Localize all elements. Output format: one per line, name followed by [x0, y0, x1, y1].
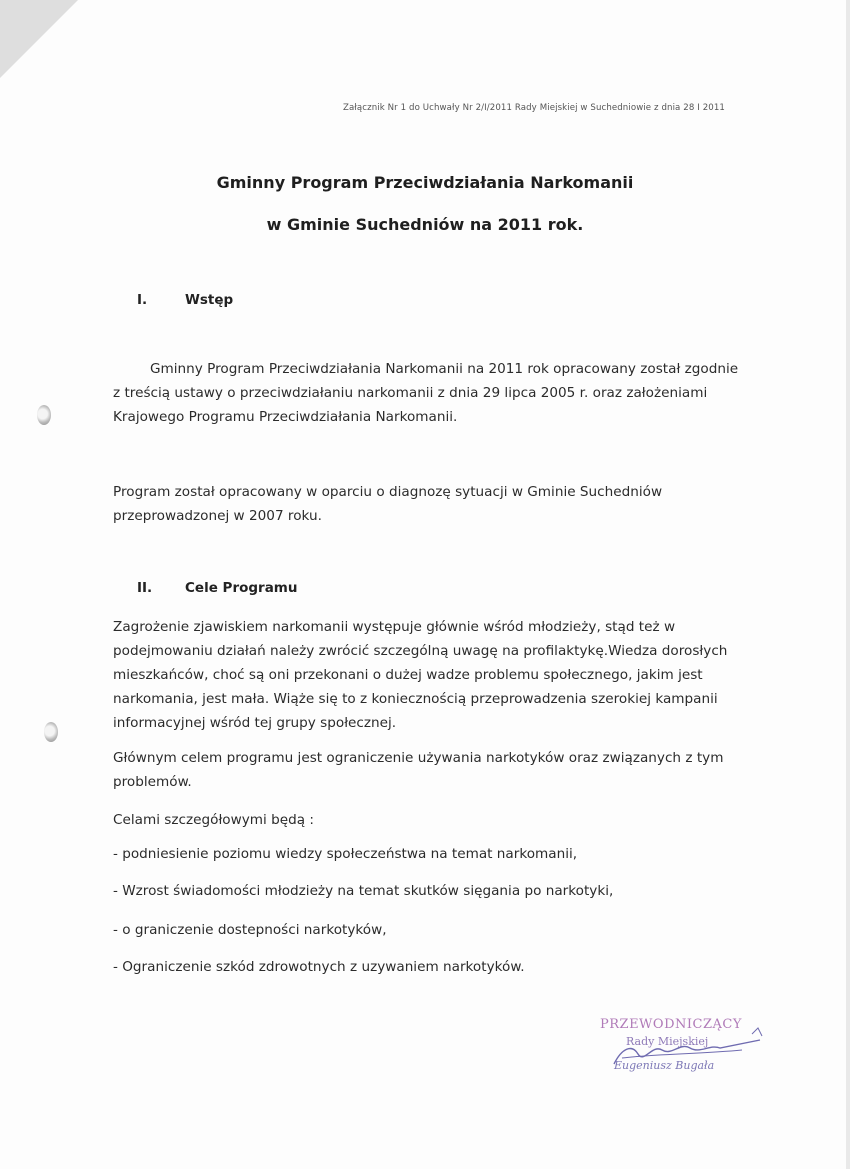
section-number: II. — [137, 580, 153, 596]
section-title: Cele Programu — [185, 580, 298, 596]
goal-item: - Wzrost świadomości młodzieży na temat skutków sięgania po narkotyki, — [113, 883, 614, 899]
goal-item: - podniesienie poziomu wiedzy społeczeństwa na temat narkomanii, — [113, 846, 578, 862]
document-title: Gminny Program Przeciwdziałania Narkomanii — [216, 173, 634, 192]
intro-paragraph-2: Program został opracowany w oparciu o diagnozę sytuacji w Gminie Suchedniów przeprowadzonej w 2007 roku. — [113, 484, 663, 524]
stamp-name: Eugeniusz Bugała — [614, 1059, 715, 1072]
signature-icon — [592, 1014, 772, 1084]
punch-hole — [37, 405, 51, 425]
attachment-note: Załącznik Nr 1 do Uchwały Nr 2/I/2011 Rady Miejskiej w Suchedniowie z dnia 28 I 2011 — [343, 103, 725, 113]
goals-paragraph-3: Celami szczegółowymi będą : — [113, 812, 314, 828]
intro-paragraph-1: Gminny Program Przeciwdziałania Narkomanii na 2011 rok opracowany został zgodnie z treścią ustawy o przeciwdziałaniu narkomanii z dnia 29 lipca 2005 r. oraz założeniami Krajowego Programu Przeciwdziałania Narkomanii. — [113, 361, 739, 425]
goal-item: - o graniczenie dostepności narkotyków, — [113, 922, 387, 938]
punch-hole — [44, 722, 58, 742]
stamp-council: Rady Miejskiej — [626, 1035, 709, 1048]
goal-item: - Ograniczenie szkód zdrowotnych z uzywaniem narkotyków. — [113, 959, 525, 975]
official-stamp — [592, 1014, 772, 1084]
document-subtitle: w Gminie Suchedniów na 2011 rok. — [266, 215, 584, 234]
goals-paragraph-1: Zagrożenie zjawiskiem narkomanii występuje głównie wśród młodzieży, stąd też w podejmowaniu działań należy zwrócić szczególną uwagę na profilaktykę.Wiedza dorosłych mieszkańców, choć są oni przekonani o dużej wadze problemu społecznego, jakim jest narkomania, jest mała. Wiąże się to z koniecznością przeprowadzenia szerokiej kampanii informacyjnej wśród tej grupy społecznej. — [113, 619, 728, 731]
goals-paragraph-2: Głównym celem programu jest ograniczenie używania narkotyków oraz związanych z tym problemów. — [113, 750, 724, 790]
stamp-title: PRZEWODNICZĄCY — [600, 1017, 742, 1032]
section-title: Wstęp — [185, 292, 234, 308]
folded-corner — [0, 0, 78, 78]
section-number: I. — [137, 292, 148, 308]
